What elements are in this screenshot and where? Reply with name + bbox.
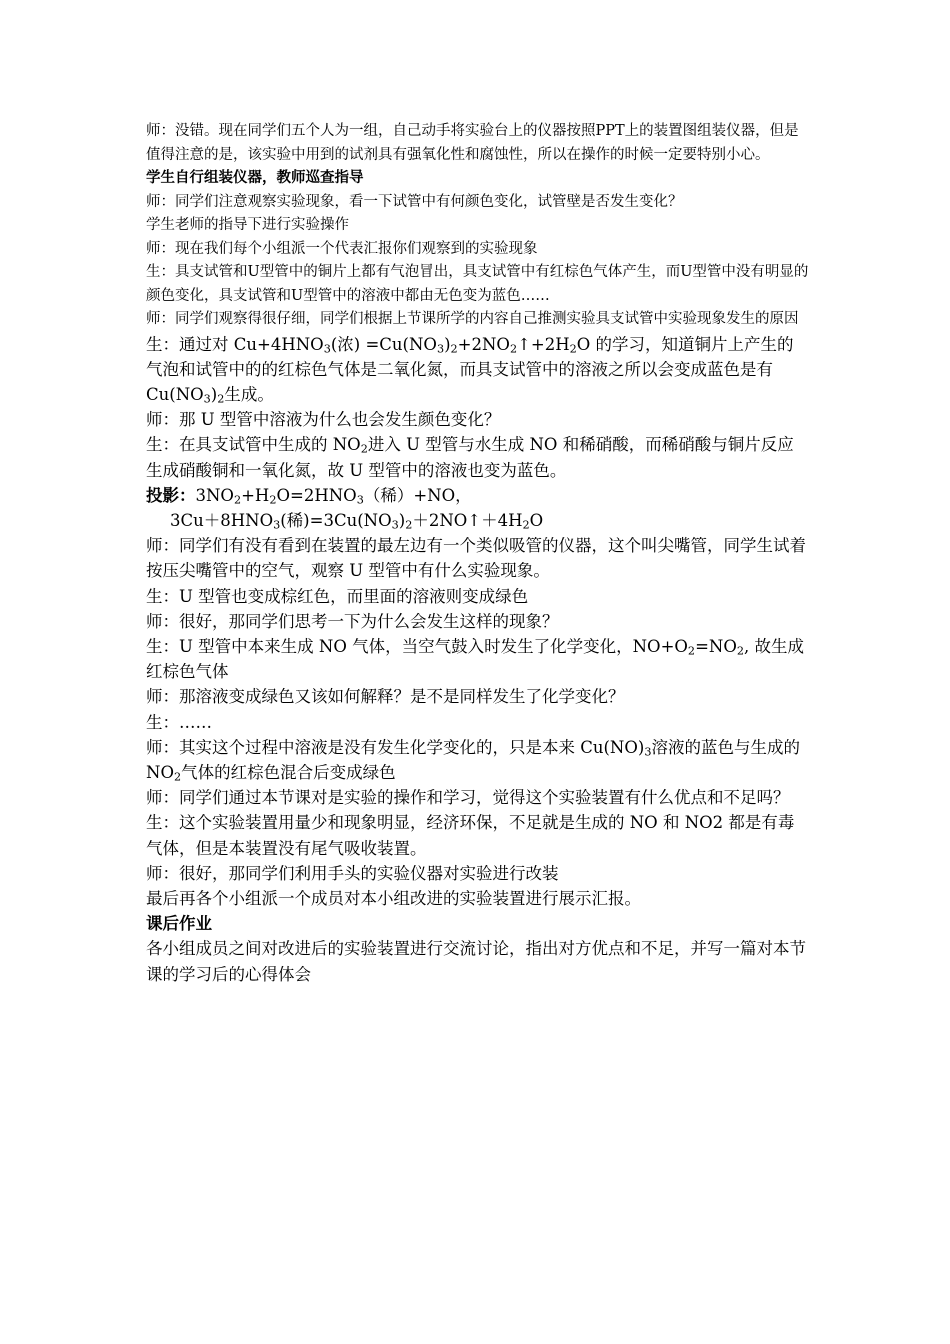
student-observation-paragraph: 生：具支试管和U型管中的铜片上都有气泡冒出，具支试管中有红棕色气体产生，而U型管中没有明显的颜色变化，具支试管和U型管中的溶液中都由无色变为蓝色…… bbox=[146, 264, 809, 304]
students-operate-line: 学生老师的指导下进行实验操作 bbox=[146, 217, 349, 233]
teacher-evaluate-paragraph: 师：同学们通过本节课对是实验的操作和学习，觉得这个实验装置有什么优点和不足吗？ bbox=[146, 788, 790, 808]
section-heading-assembly: 学生自行组装仪器，教师巡查指导 bbox=[146, 170, 364, 186]
teacher-reason-paragraph: 师：同学们观察得很仔细，同学们根据上节课所学的内容自己推测实验具支试管中实验现象发生的原因 bbox=[146, 311, 799, 327]
teacher-nozzle-paragraph: 师：同学们有没有看到在装置的最左边有一个类似吸管的仪器，这个叫尖嘴管，同学生试着按压尖嘴管中的空气，观察 U 型管中有什么实验现象。 bbox=[146, 536, 806, 581]
teacher-explain-paragraph: 师：其实这个过程中溶液是没有发生化学变化的，只是本来 $Cu(NO)_3$溶液的蓝色与生成的 $NO_2$气体的红棕色混合后变成绿色 bbox=[146, 737, 800, 784]
teacher-report-line: 师：现在我们每个小组派一个代表汇报你们观察到的实验现象 bbox=[146, 240, 538, 257]
teacher-observe-line: 师：同学们注意观察实验现象，看一下试管中有何颜色变化，试管壁是否发生变化？ bbox=[146, 193, 683, 210]
homework-paragraph: 各小组成员之间对改进后的实验装置进行交流讨论，指出对方优点和不足，并写一篇对本节课的学习后的心得体会 bbox=[146, 939, 806, 984]
projection-equation-2: $3Cu+8HNO_3$(稀)$=3Cu(NO_3)_2+2NO↑+4H_2O$ bbox=[170, 510, 544, 532]
teacher-modify-line: 师：很好，那同学们利用手头的实验仪器对实验进行改装 bbox=[146, 863, 559, 883]
final-report-line: 最后再各个小组派一个成员对本小组改进的实验装置进行展示汇报。 bbox=[146, 888, 641, 908]
projection-equation-1: 投影：$3NO_2+H_2O=2HNO_3$（稀）+NO， bbox=[146, 485, 472, 507]
teacher-why-line: 师：很好，那同学们思考一下为什么会发生这样的现象？ bbox=[146, 611, 559, 631]
teacher-green-question: 师：那溶液变成绿色又该如何解释？是不是同样发生了化学变化？ bbox=[146, 687, 625, 707]
student-no-paragraph: 生：U 型管中本来生成 NO 气体，当空气鼓入时发生了化学变化，$NO+O_2=NO_2$, 故生成红棕色气体 bbox=[146, 636, 804, 682]
teacher-intro-paragraph: 师：没错。现在同学们五个人为一组，自己动手将实验台上的仪器按照PPT上的装置图组装仪器，但是值得注意的是，该实验中用到的试剂具有强氧化性和腐蚀性，所以在操作的时候一定要特别小心。 bbox=[146, 123, 799, 163]
section-heading-homework: 课后作业 bbox=[146, 914, 212, 934]
student-color-line: 生：U 型管也变成棕红色，而里面的溶液则变成绿色 bbox=[146, 586, 529, 606]
document-page bbox=[146, 120, 810, 987]
projection-label: 投影： bbox=[146, 485, 196, 505]
student-ellipsis-line: 生：…… bbox=[146, 712, 212, 732]
teacher-utube-question: 师：那 U 型管中溶液为什么也会发生颜色变化？ bbox=[146, 410, 501, 430]
student-evaluate-paragraph: 生：这个实验装置用量少和现象明显，经济环保，不足就是生成的 NO 和 NO2 都是有毒气体，但是本装置没有尾气吸收装置。 bbox=[146, 813, 795, 858]
student-utube-answer: 生：在具支试管中生成的 $NO_2$进入 U 型管与水生成 NO 和稀硝酸，而稀硝酸与铜片反应生成硝酸铜和一氧化氮，故 U 型管中的溶液也变为蓝色。 bbox=[146, 435, 794, 480]
student-equation-paragraph: 生：通过对 $Cu+4HNO_3$(浓) $=Cu(NO_3)_2+2NO_2↑+2H_2O$ 的学习，知道铜片上产生的气泡和试管中的的红棕色气体是二氧化氮，而具支试管中的溶液之所以会变成蓝色是有 $Cu(NO_3)_2$生成。 bbox=[146, 334, 794, 406]
